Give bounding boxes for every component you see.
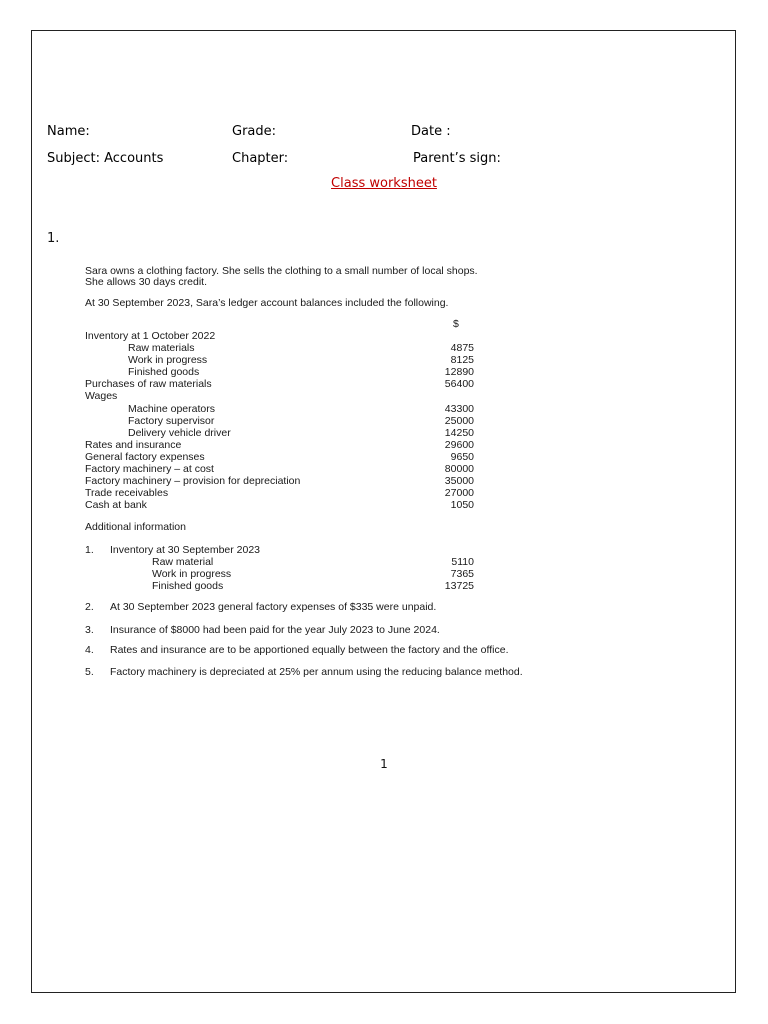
balance-label: Rates and insurance — [85, 439, 182, 451]
balance-value: 80000 — [444, 463, 474, 475]
additional-item-number: 4. — [85, 644, 94, 656]
question-number: 1. — [47, 231, 60, 246]
balance-label: Inventory at 1 October 2022 — [85, 330, 216, 342]
balance-label: Factory supervisor — [128, 415, 215, 427]
balance-value: 14250 — [444, 427, 474, 439]
balance-value: 8125 — [450, 354, 474, 366]
grade-label: Grade: — [232, 124, 277, 139]
inventory-end-value: 5110 — [451, 556, 474, 568]
additional-item-text: Factory machinery is depreciated at 25% per annum using the reducing balance method. — [110, 666, 523, 678]
date-label: Date : — [411, 124, 451, 139]
page-border — [31, 30, 736, 993]
balance-label: Factory machinery – at cost — [85, 463, 214, 475]
balance-label: Finished goods — [128, 366, 200, 378]
balance-value: 56400 — [444, 378, 474, 390]
balance-label: Purchases of raw materials — [85, 378, 212, 390]
inventory-end-label: Finished goods — [152, 580, 224, 592]
balance-label: Raw materials — [128, 342, 195, 354]
balance-value: 1050 — [450, 499, 474, 511]
additional-item-text: Rates and insurance are to be apportioned equally between the factory and the office. — [110, 644, 509, 656]
balance-label: Machine operators — [128, 403, 215, 415]
balance-label: Trade receivables — [85, 487, 169, 499]
balance-label: Wages — [85, 390, 118, 402]
currency-header: $ — [453, 318, 459, 330]
additional-item-text: Insurance of $8000 had been paid for the year July 2023 to June 2024. — [110, 624, 440, 636]
balance-value: 25000 — [444, 415, 474, 427]
balance-label: Cash at bank — [85, 499, 147, 511]
additional-item-text: At 30 September 2023 general factory expenses of $335 were unpaid. — [110, 601, 437, 613]
additional-item-number: 5. — [85, 666, 94, 678]
intro-line-3: At 30 September 2023, Sara’s ledger account balances included the following. — [85, 297, 449, 309]
inventory-end-value: 7365 — [450, 568, 474, 580]
balance-label: Work in progress — [128, 354, 208, 366]
inventory-end-label: Work in progress — [152, 568, 232, 580]
balance-value: 35000 — [444, 475, 474, 487]
additional-heading: Additional information — [85, 521, 186, 533]
parent-sign-label: Parent’s sign: — [413, 151, 501, 166]
additional-item-text: Inventory at 30 September 2023 — [110, 544, 261, 556]
balance-value: 27000 — [444, 487, 474, 499]
inventory-end-label: Raw material — [152, 556, 214, 568]
inventory-end-value: 13725 — [444, 580, 474, 592]
subject-label: Subject: Accounts — [47, 151, 164, 166]
chapter-label: Chapter: — [232, 151, 289, 166]
intro-line-2: She allows 30 days credit. — [85, 276, 207, 288]
balance-label: Delivery vehicle driver — [128, 427, 231, 439]
balance-value: 9650 — [450, 451, 474, 463]
worksheet-title: Class worksheet — [331, 176, 437, 191]
additional-item-number: 3. — [85, 624, 94, 636]
balance-value: 43300 — [444, 403, 474, 415]
balance-value: 29600 — [444, 439, 474, 451]
additional-item-number: 2. — [85, 601, 94, 613]
balance-value: 12890 — [444, 366, 474, 378]
balance-label: General factory expenses — [85, 451, 205, 463]
balance-label: Factory machinery – provision for depreciation — [85, 475, 301, 487]
balance-value: 4875 — [450, 342, 474, 354]
additional-item-number: 1. — [85, 544, 94, 556]
page-number: 1 — [380, 757, 388, 771]
name-label: Name: — [47, 124, 90, 139]
intro-line-1: Sara owns a clothing factory. She sells the clothing to a small number of local shops. — [85, 265, 478, 277]
